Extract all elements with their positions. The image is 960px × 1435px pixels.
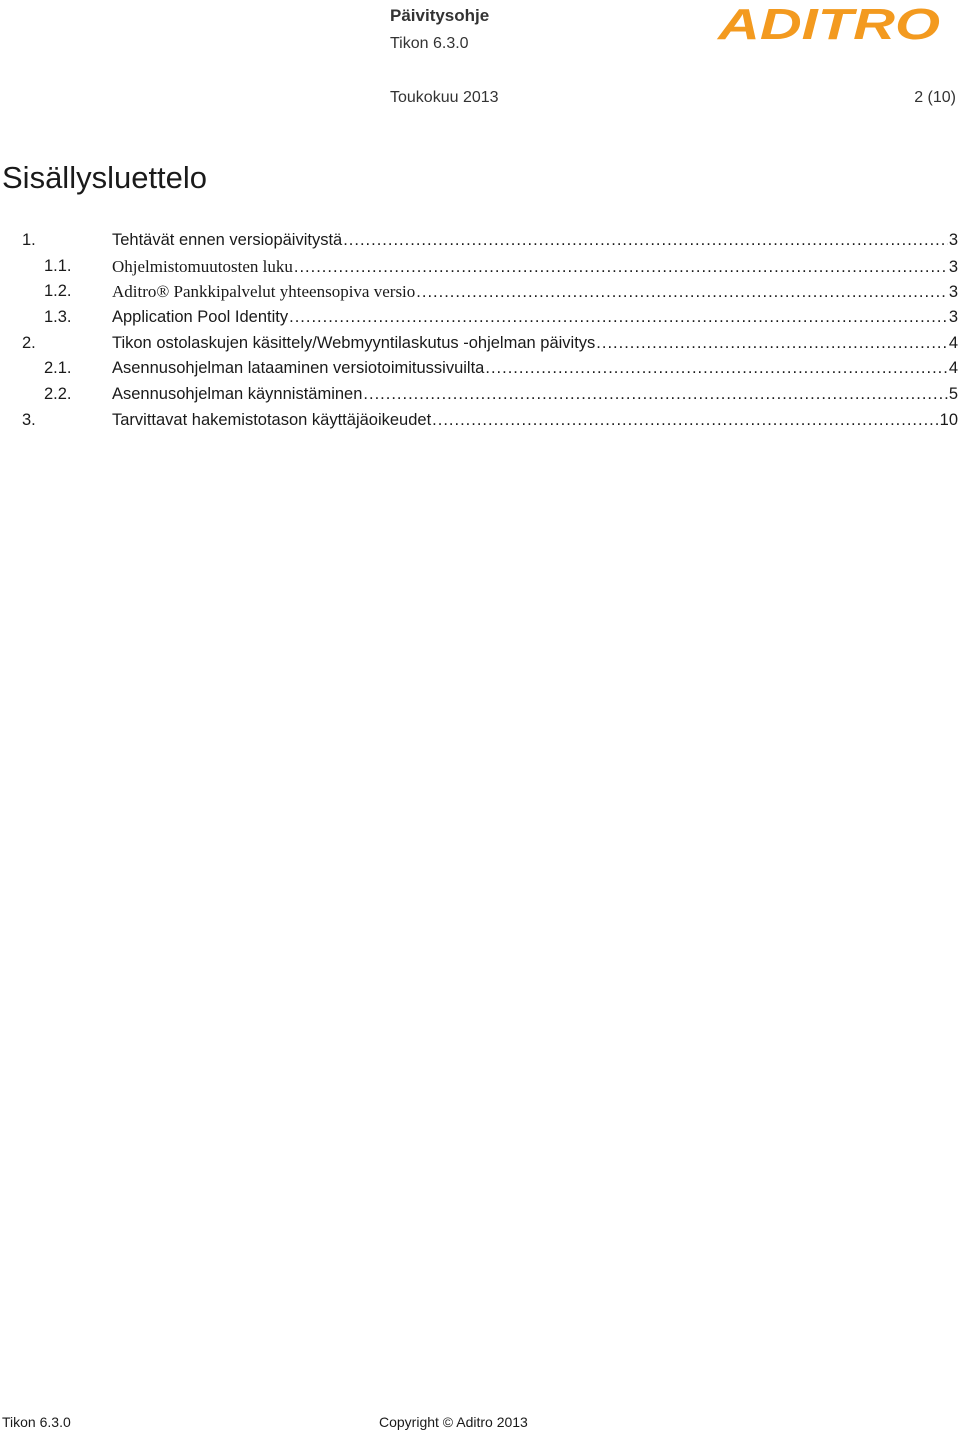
toc-entry-body (112, 305, 958, 331)
toc-entry-page: 4 (948, 359, 958, 378)
toc-entry-body (112, 408, 958, 434)
toc-dot-leader (432, 408, 938, 434)
toc-entry[interactable] (0, 382, 960, 408)
toc-entry-number: 1. (22, 231, 36, 249)
footer-copyright: Copyright © Aditro 2013 (379, 1414, 528, 1430)
toc-entry-number: 1.3. (44, 308, 72, 327)
toc-entry-title: Asennusohjelman käynnistäminen (112, 385, 363, 404)
toc-entry-number: 1.1. (44, 256, 72, 275)
toc-entry-body (112, 254, 958, 281)
toc-entry[interactable] (0, 228, 960, 254)
toc-entry-title: Aditro® Pankkipalvelut yhteensopiva versio (112, 282, 416, 302)
toc-entry-page: 10 (939, 410, 958, 429)
toc-entry-number: 2. (22, 333, 36, 352)
table-of-contents (0, 228, 960, 434)
toc-entry-page: 3 (948, 231, 958, 249)
toc-entry[interactable] (0, 331, 960, 357)
aditro-logo (716, 2, 942, 44)
toc-entry-number: 2.1. (44, 359, 72, 378)
aditro-logo-graphic (716, 2, 942, 44)
toc-entry-body (112, 382, 958, 408)
toc-dot-leader (289, 305, 948, 331)
toc-dot-leader (294, 255, 948, 281)
toc-entry-number: 3. (22, 410, 36, 429)
toc-entry-page: 3 (948, 283, 958, 302)
toc-dot-leader (596, 331, 948, 357)
toc-entry[interactable] (0, 408, 960, 434)
toc-entry-number: 1.2. (44, 282, 72, 301)
toc-dot-leader (363, 382, 947, 408)
toc-entry[interactable] (0, 279, 960, 305)
toc-entry-title: Asennusohjelman lataaminen versiotoimitussivuilta (112, 359, 485, 378)
header-version: Tikon 6.3.0 (390, 35, 469, 52)
toc-entry-title: Tarvittavat hakemistotason käyttäjäoikeudet (112, 410, 432, 429)
toc-entry-number: 2.2. (44, 385, 72, 404)
toc-entry-title: Tehtävät ennen versiopäivitystä (112, 231, 343, 249)
toc-dot-leader (485, 356, 947, 382)
toc-entry-body (112, 279, 958, 306)
svg-text:ADITRO: ADITRO (716, 2, 940, 44)
toc-entry[interactable] (0, 254, 960, 280)
toc-dot-leader (343, 228, 948, 254)
toc-dot-leader (416, 280, 948, 306)
header-date: Toukokuu 2013 (390, 89, 499, 106)
toc-entry-page: 4 (948, 333, 958, 352)
toc-entry-title: Tikon ostolaskujen käsittely/Webmyyntilaskutus -ohjelman päivitys (112, 333, 596, 352)
toc-entry-body (112, 228, 958, 254)
toc-entry-title: Ohjelmistomuutosten luku (112, 256, 293, 276)
toc-entry-page: 3 (948, 257, 958, 276)
toc-entry-page: 5 (948, 385, 958, 404)
footer-version: Tikon 6.3.0 (2, 1414, 71, 1430)
toc-entry-body (112, 356, 958, 382)
toc-entry-title: Application Pool Identity (112, 308, 289, 327)
header-page-number: 2 (10) (914, 89, 956, 106)
toc-entry-page: 3 (948, 308, 958, 327)
toc-entry-body (112, 331, 958, 357)
toc-heading: Sisällysluettelo (2, 160, 208, 195)
toc-entry[interactable] (0, 356, 960, 382)
header-title: Päivitysohje (390, 6, 490, 25)
toc-entry[interactable] (0, 305, 960, 331)
